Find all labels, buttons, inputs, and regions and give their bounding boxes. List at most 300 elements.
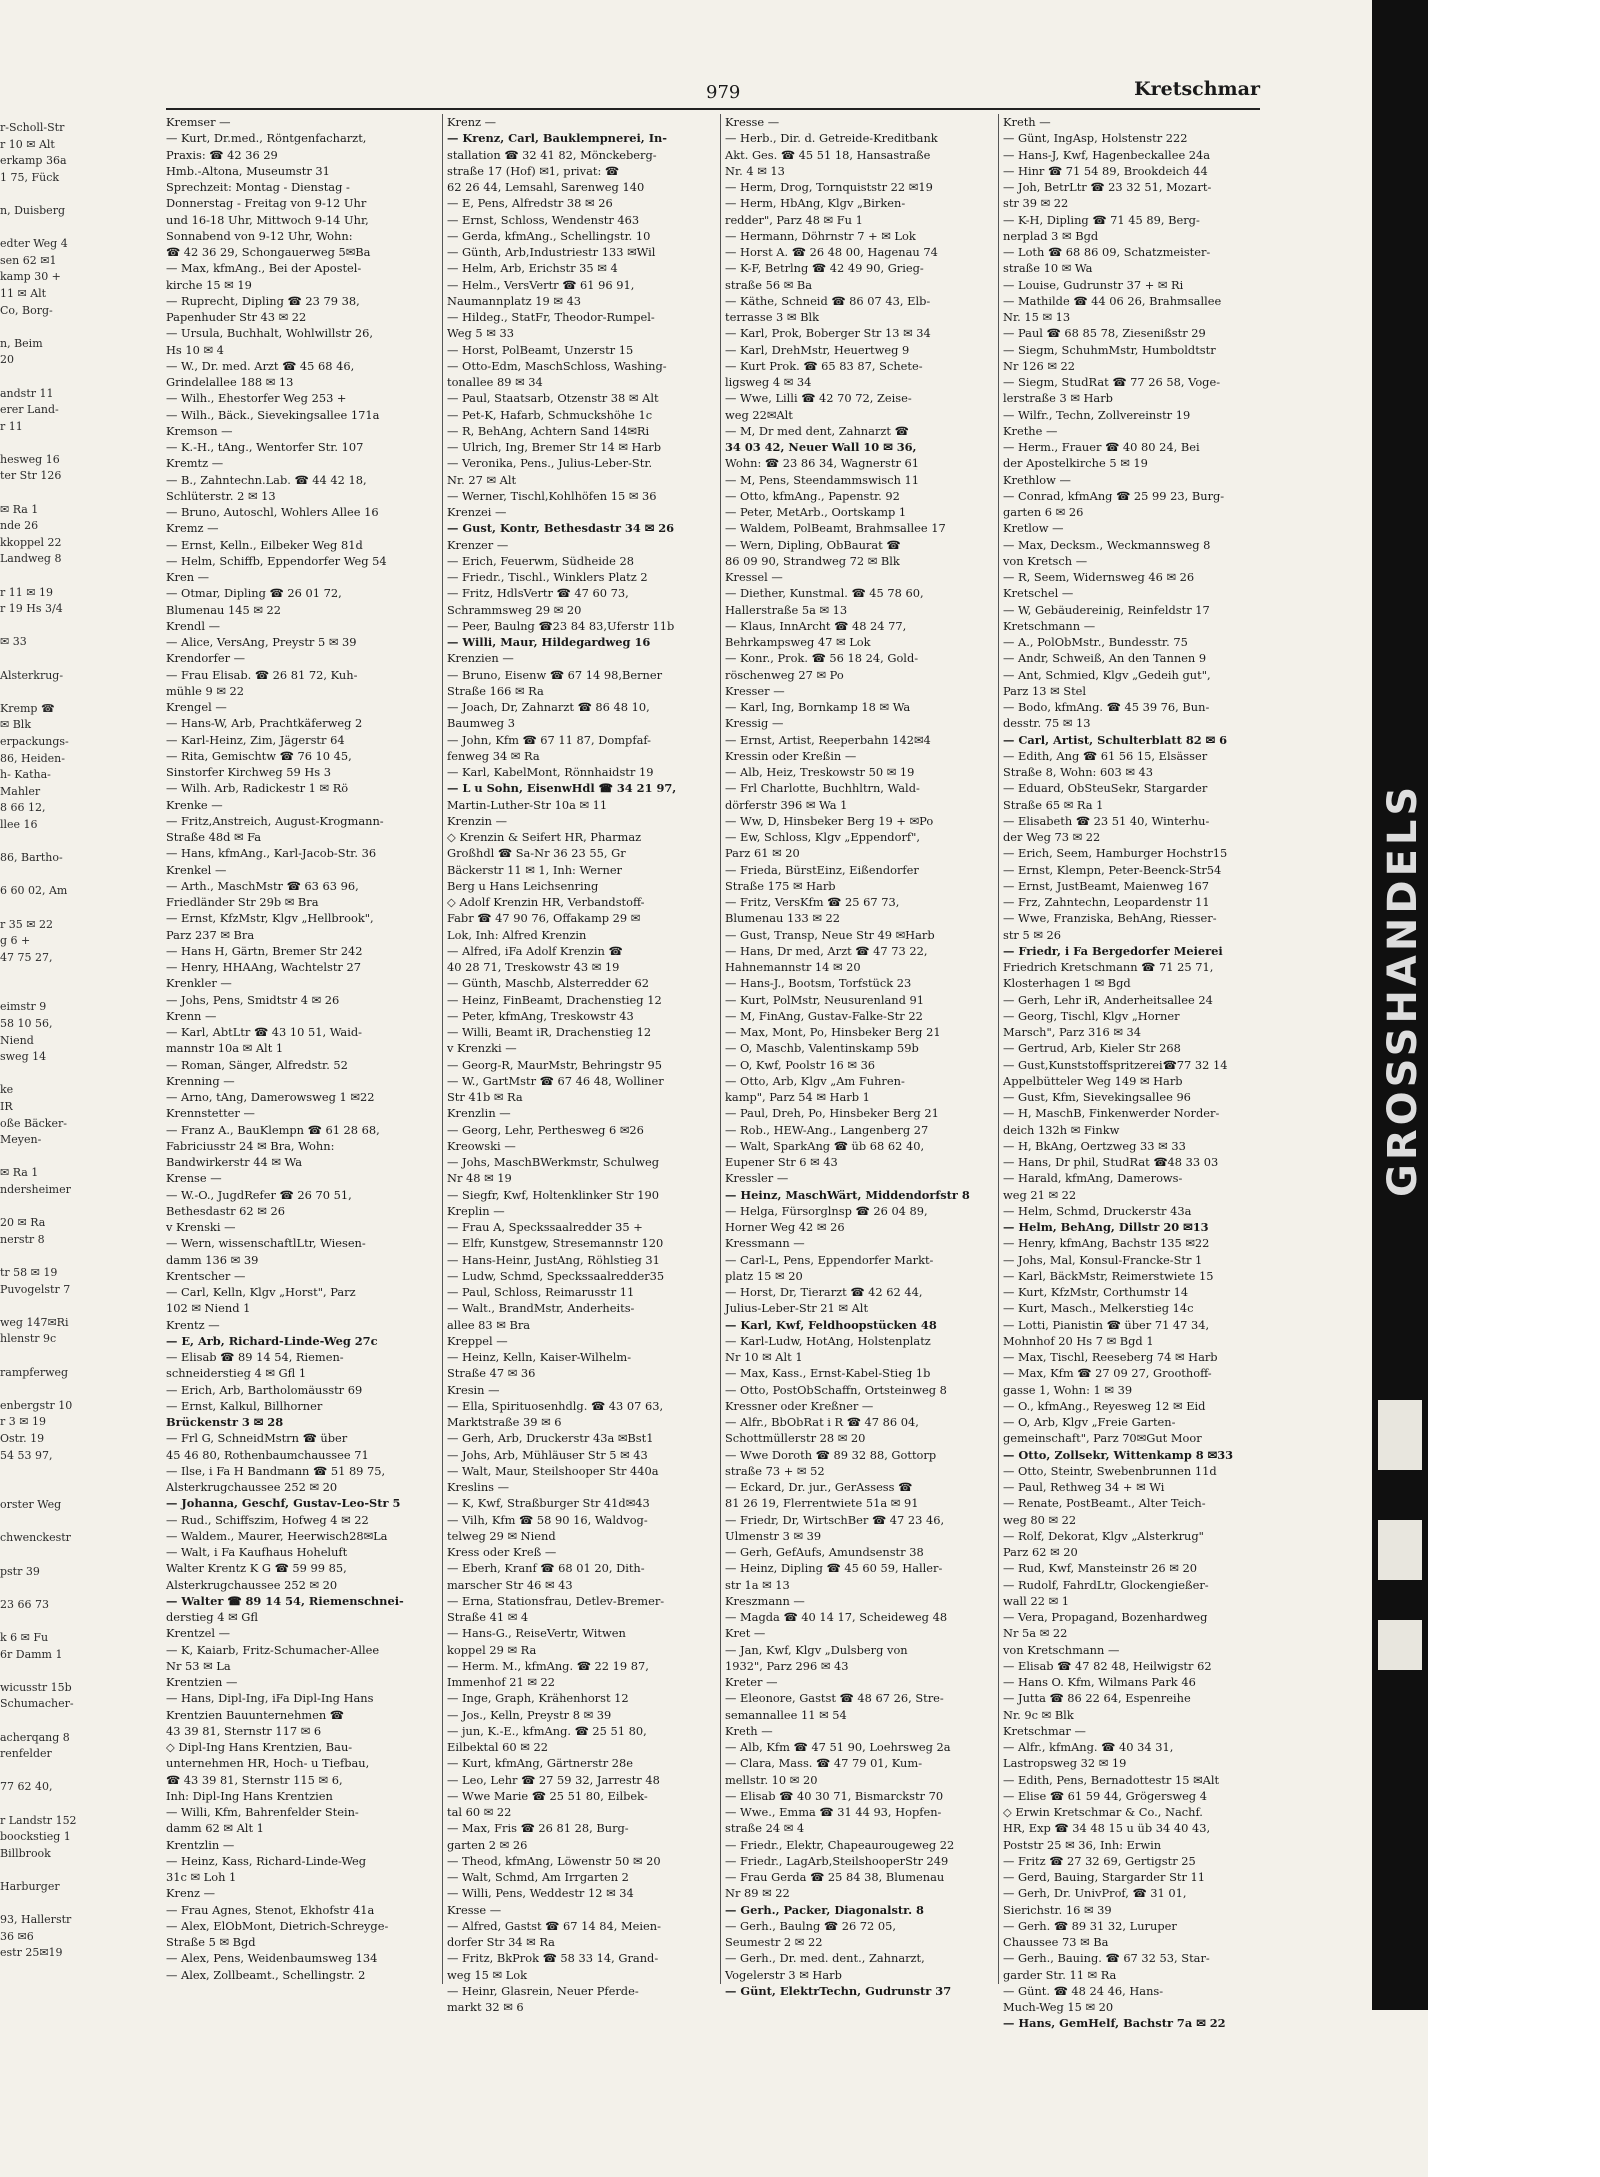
directory-line: — Ernst, Schloss, Wendenstr 463 xyxy=(447,212,640,227)
directory-line: Friedländer Str 29b ✉ Bra xyxy=(166,895,319,909)
directory-line: Poststr 25 ✉ 36, Inh: Erwin xyxy=(1003,1837,1162,1852)
directory-line: — Hans-W, Arb, Prachtkäferweg 2 xyxy=(166,716,363,731)
directory-line: — Diether, Kunstmal. ☎ 45 78 60, xyxy=(725,586,924,601)
directory-line: ☎ 42 36 29, Schongauerweg 5✉Ba xyxy=(166,245,371,259)
directory-line: — Jos., Kelln, Preystr 8 ✉ 39 xyxy=(447,1707,612,1722)
directory-line: — Elfr, Kunstgew, Stresemannstr 120 xyxy=(447,1236,664,1251)
directory-line: — Rud., Schiffszim, Hofweg 4 ✉ 22 xyxy=(166,1512,369,1527)
edge-line: 36 ✉6 xyxy=(0,1929,34,1943)
edge-line: acherqang 8 xyxy=(0,1730,70,1744)
directory-line: — Günt, IngAsp, Holstenstr 222 xyxy=(1003,131,1188,146)
directory-line: — Hans, Dr med, Arzt ☎ 47 73 22, xyxy=(725,943,928,958)
edge-line: Mahler xyxy=(0,784,41,798)
directory-line: damm 62 ✉ Alt 1 xyxy=(166,1821,264,1836)
directory-line: — Helm., VersVertr ☎ 61 96 91, xyxy=(447,277,635,292)
directory-line: — Frau A, Speckssaalredder 35 + xyxy=(447,1220,643,1234)
directory-line: Kressig — xyxy=(725,716,784,731)
edge-line: r 11 xyxy=(0,419,23,433)
directory-line: Hs 10 ✉ 4 xyxy=(166,342,224,357)
directory-line: — Karl, AbtLtr ☎ 43 10 51, Waid- xyxy=(166,1025,363,1039)
edge-line: 23 66 73 xyxy=(0,1597,49,1611)
directory-line: — Lotti, Pianistin ☎ über 71 47 34, xyxy=(1003,1317,1210,1332)
directory-line: — Karl, DrehMstr, Heuertweg 9 xyxy=(725,342,910,357)
directory-line: mellstr. 10 ✉ 20 xyxy=(725,1772,818,1787)
directory-line: Martin-Luther-Str 10a ✉ 11 xyxy=(447,797,608,812)
directory-line: dorfer Str 34 ✉ Ra xyxy=(447,1935,555,1949)
directory-line: — Siegm, StudRat ☎ 77 26 58, Voge- xyxy=(1003,375,1221,389)
directory-line: — Alex, Pens, Weidenbaumsweg 134 xyxy=(166,1951,378,1966)
directory-line: — Kurt, kfmAng, Gärtnerstr 28e xyxy=(447,1756,634,1771)
edge-line xyxy=(0,651,78,668)
directory-line: — Willi, Kfm, Bahrenfelder Stein- xyxy=(166,1805,359,1819)
directory-line: 40 28 71, Treskowstr 43 ✉ 19 xyxy=(447,960,620,974)
edge-line: Ostr. 19 xyxy=(0,1431,45,1445)
directory-line: Donnerstag - Freitag von 9-12 Uhr xyxy=(166,196,367,211)
edge-line xyxy=(0,568,78,585)
directory-line: — Karl-Ludw, HotAng, Holstenplatz xyxy=(725,1333,931,1348)
directory-line: — Gertrud, Arb, Kieler Str 268 xyxy=(1003,1041,1181,1056)
directory-line: — Werner, Tischl,Kohlhöfen 15 ✉ 36 xyxy=(447,488,657,503)
directory-line: semannallee 11 ✉ 54 xyxy=(725,1707,847,1722)
directory-line: 62 26 44, Lemsahl, Sarenweg 140 xyxy=(447,180,645,194)
directory-line: — Bruno, Eisenw ☎ 67 14 98,Berner xyxy=(447,667,663,682)
adjacent-page-edge xyxy=(0,120,78,1960)
directory-line: — Gust,Kunststoffspritzerei☎77 32 14 xyxy=(1003,1057,1228,1072)
directory-line: straße 24 ✉ 4 xyxy=(725,1821,805,1836)
directory-line: desstr. 75 ✉ 13 xyxy=(1003,716,1091,731)
directory-line: — Helm, Schmd, Druckerstr 43a xyxy=(1003,1203,1192,1218)
directory-line: — Elisab ☎ 47 82 48, Heilwigstr 62 xyxy=(1003,1658,1212,1673)
edge-line: 86, Bartho- xyxy=(0,851,63,865)
directory-line: — Walt, SparkAng ☎ üb 68 62 40, xyxy=(725,1138,925,1153)
edge-line: kkoppel 22 xyxy=(0,535,62,549)
directory-line: Straße 5 ✉ Bgd xyxy=(166,1935,256,1949)
directory-line: fenweg 34 ✉ Ra xyxy=(447,748,540,763)
directory-line: — Johs, Pens, Smidtstr 4 ✉ 26 xyxy=(166,992,340,1007)
directory-line: — Ernst, JustBeamt, Maienweg 167 xyxy=(1003,878,1209,893)
directory-line: — Joh, BetrLtr ☎ 23 32 51, Mozart- xyxy=(1003,180,1212,194)
edge-line xyxy=(0,900,78,917)
directory-line: — Paul, Schloss, Reimarusstr 11 xyxy=(447,1285,635,1299)
running-headword: Kretschmar xyxy=(1134,78,1260,100)
edge-line: Landweg 8 xyxy=(0,552,62,566)
directory-line: — Rud, Kwf, Mansteinstr 26 ✉ 20 xyxy=(1003,1561,1197,1576)
edge-line xyxy=(0,1547,78,1564)
directory-line: — B., Zahntechn.Lab. ☎ 44 42 18, xyxy=(166,472,367,487)
directory-line: Nr. 15 ✉ 13 xyxy=(1003,310,1071,324)
directory-line: Nr 89 ✉ 22 xyxy=(725,1886,790,1901)
directory-line: Kreslins — xyxy=(447,1480,510,1494)
directory-line: — Erich, Arb, Bartholomäusstr 69 xyxy=(166,1382,363,1397)
edge-line: r 19 Hs 3/4 xyxy=(0,602,63,616)
directory-line: Nr 53 ✉ La xyxy=(166,1658,231,1673)
directory-line: — Herm, HbAng, Klgv „Birken- xyxy=(725,196,906,211)
directory-line: — Hans-Heinr, JustAng, Röhlstieg 31 xyxy=(447,1252,660,1267)
directory-line: Krentzel — xyxy=(166,1626,231,1641)
directory-line: v Krenski — xyxy=(166,1220,236,1234)
directory-line: deich 132h ✉ Finkw xyxy=(1003,1122,1120,1137)
directory-line: Krennstetter — xyxy=(166,1106,255,1121)
directory-line: — Peter, MetArb., Oortskamp 1 xyxy=(725,505,907,519)
directory-line: — Clara, Mass. ☎ 47 79 01, Kum- xyxy=(725,1756,923,1771)
directory-line: — Edith, Ang ☎ 61 56 15, Elsässer xyxy=(1003,748,1208,763)
directory-line: Berg u Hans Leichsenring xyxy=(447,878,599,893)
directory-line: — Frl G, SchneidMstrn ☎ über xyxy=(166,1431,348,1446)
edge-line xyxy=(0,1514,78,1531)
directory-line: Krenzei — xyxy=(447,505,507,519)
directory-line: garten 6 ✉ 26 xyxy=(1003,505,1084,519)
directory-line: Kressel — xyxy=(725,570,783,584)
edge-line: r 10 ✉ Alt xyxy=(0,137,55,151)
directory-line: str 1a ✉ 13 xyxy=(725,1577,790,1592)
directory-line: — Loth ☎ 68 86 09, Schatzmeister- xyxy=(1003,245,1211,259)
directory-line: — K-H, Dipling ☎ 71 45 89, Berg- xyxy=(1003,212,1200,227)
directory-line: — Otmar, Dipling ☎ 26 01 72, xyxy=(166,586,342,601)
directory-line: — Carl, Kelln, Klgv „Horst", Parz xyxy=(166,1285,356,1299)
edge-line: ✉ Ra 1 xyxy=(0,1166,39,1180)
directory-line: Alsterkrugchaussee 252 ✉ 20 xyxy=(166,1480,338,1494)
directory-line: — Günt. ☎ 48 24 46, Hans- xyxy=(1003,1983,1164,1998)
directory-line: — Peter, kfmAng, Treskowstr 43 xyxy=(447,1008,634,1023)
directory-line: Kressmann — xyxy=(725,1236,805,1251)
directory-line: Kressler — xyxy=(725,1171,789,1186)
directory-line: — Wilfr., Techn, Zollvereinstr 19 xyxy=(1003,407,1191,422)
directory-line: — Horst, Dr, Tierarzt ☎ 42 62 44, xyxy=(725,1285,923,1299)
directory-line: Krenke — xyxy=(166,797,223,812)
directory-line: — K, Kaiarb, Fritz-Schumacher-Allee xyxy=(166,1642,380,1657)
directory-line: — Herm., Frauer ☎ 40 80 24, Bei xyxy=(1003,440,1200,454)
edge-line: 6 60 02, Am xyxy=(0,884,68,898)
directory-line: — Bruno, Autoschl, Wohlers Allee 16 xyxy=(166,505,379,519)
directory-line: Behrkampsweg 47 ✉ Lok xyxy=(725,635,871,649)
directory-line: — Franz A., BauKlempn ☎ 61 28 68, xyxy=(166,1122,380,1137)
directory-line: Naumannplatz 19 ✉ 43 xyxy=(447,293,582,308)
directory-line: — Horst, PolBeamt, Unzerstr 15 xyxy=(447,342,634,357)
edge-line: 11 ✉ Alt xyxy=(0,286,47,300)
directory-line: Hmb.-Altona, Museumstr 31 xyxy=(166,163,330,178)
directory-line: Fabriciusstr 24 ✉ Bra, Wohn: xyxy=(166,1138,335,1153)
directory-line: terrasse 3 ✉ Blk xyxy=(725,310,820,324)
edge-line: boockstieg 1 xyxy=(0,1830,71,1844)
directory-line: — Otto, kfmAng., Papenstr. 92 xyxy=(725,488,900,503)
directory-line: — K.-H., tAng., Wentorfer Str. 107 xyxy=(166,440,364,454)
directory-line: Kresse — xyxy=(447,1902,502,1917)
directory-line: — Wern, Dipling, ObBaurat ☎ xyxy=(725,537,901,552)
directory-line: Eupener Str 6 ✉ 43 xyxy=(725,1155,838,1169)
edge-line: h- Katha- xyxy=(0,768,51,782)
directory-line: Papenhuder Str 43 ✉ 22 xyxy=(166,310,307,324)
directory-line: — L u Sohn, EisenwHdl ☎ 34 21 97, xyxy=(447,781,677,796)
directory-line: Lastropsweg 32 ✉ 19 xyxy=(1003,1756,1127,1771)
directory-line: straße 10 ✉ Wa xyxy=(1003,261,1093,276)
column-1 xyxy=(166,114,436,1984)
directory-line: markt 32 ✉ 6 xyxy=(447,2000,524,2014)
directory-line: Kret — xyxy=(725,1626,766,1641)
edge-line: oße Bäcker- xyxy=(0,1116,67,1130)
directory-line: 86 09 90, Strandweg 72 ✉ Blk xyxy=(725,553,900,568)
directory-line: straße 17 (Hof) ✉1, privat: ☎ xyxy=(447,163,620,178)
directory-line: Sprechzeit: Montag - Dienstag - xyxy=(166,180,350,194)
directory-line: — Walter ☎ 89 14 54, Riemenschnei- xyxy=(166,1593,404,1608)
directory-line: Fabr ☎ 47 90 76, Offakamp 29 ✉ xyxy=(447,911,641,926)
directory-line: derstieg 4 ✉ Gfl xyxy=(166,1610,258,1624)
directory-line: — Siegfr, Kwf, Holtenklinker Str 190 xyxy=(447,1187,659,1202)
directory-line: Hallerstraße 5a ✉ 13 xyxy=(725,602,848,617)
directory-line: — Frieda, BürstEinz, Eißendorfer xyxy=(725,862,919,877)
directory-line: Kretschel — xyxy=(1003,586,1074,601)
directory-line: — Gerh., Packer, Diagonalstr. 8 xyxy=(725,1902,924,1917)
directory-line: — Walt, Schmd, Am Irrgarten 2 xyxy=(447,1870,629,1884)
directory-line: Straße 175 ✉ Harb xyxy=(725,878,836,893)
directory-line: — Otto-Edm, MaschSchloss, Washing- xyxy=(447,358,667,373)
edge-line: estr 25✉19 xyxy=(0,1946,63,1960)
directory-line: Straße 65 ✉ Ra 1 xyxy=(1003,797,1104,812)
directory-line: Kressin oder Kreßin — xyxy=(725,748,857,763)
edge-line xyxy=(0,1763,78,1780)
edge-line: chwenckestr xyxy=(0,1531,71,1545)
directory-line: — Paul, Dreh, Po, Hinsbeker Berg 21 xyxy=(725,1106,939,1121)
edge-line: 58 10 56, xyxy=(0,1017,53,1031)
directory-line: — Walt, Maur, Steilshooper Str 440a xyxy=(447,1463,659,1478)
edge-line xyxy=(0,684,78,701)
directory-line: — Johs, Mal, Konsul-Francke-Str 1 xyxy=(1003,1252,1203,1267)
directory-line: — Elisab ☎ 40 30 71, Bismarckstr 70 xyxy=(725,1788,944,1803)
directory-line: damm 136 ✉ 39 xyxy=(166,1252,259,1267)
edge-line: 6r Damm 1 xyxy=(0,1647,63,1661)
directory-line: — Carl, Artist, Schulterblatt 82 ✉ 6 xyxy=(1003,732,1228,747)
directory-line: Akt. Ges. ☎ 45 51 18, Hansastraße xyxy=(725,147,931,162)
directory-line: — Arno, tAng, Damerowsweg 1 ✉22 xyxy=(166,1090,375,1104)
directory-line: Straße 47 ✉ 36 xyxy=(447,1366,536,1381)
directory-line: — Harald, kfmAng, Damerows- xyxy=(1003,1171,1183,1186)
directory-line: — Wwe., Emma ☎ 31 44 93, Hopfen- xyxy=(725,1805,942,1819)
directory-line: — Elisab ☎ 89 14 54, Riemen- xyxy=(166,1350,344,1364)
directory-line: 43 39 81, Sternstr 117 ✉ 6 xyxy=(166,1723,322,1738)
directory-line: — Gerh, Arb, Druckerstr 43a ✉Bst1 xyxy=(447,1431,654,1446)
directory-line: — O, Maschb, Valentinskamp 59b xyxy=(725,1041,919,1056)
directory-line: — K, Kwf, Straßburger Str 41d✉43 xyxy=(447,1496,650,1511)
directory-line: Baumweg 3 xyxy=(447,716,515,731)
directory-line: — Elise ☎ 61 59 44, Grögersweg 4 xyxy=(1003,1788,1207,1803)
directory-line: — Elisabeth ☎ 23 51 40, Winterhu- xyxy=(1003,813,1210,828)
directory-line: — Alex, Zollbeamt., Schellingstr. 2 xyxy=(166,1967,366,1982)
directory-line: 102 ✉ Niend 1 xyxy=(166,1301,251,1316)
directory-line: — Fritz, VersKfm ☎ 25 67 73, xyxy=(725,895,900,909)
directory-line: — Otto, Arb, Klgv „Am Fuhren- xyxy=(725,1073,905,1088)
directory-line: v Krenzki — xyxy=(447,1041,517,1056)
edge-line: erkamp 36a xyxy=(0,154,67,168)
directory-line: — Walt., BrandMstr, Anderheits- xyxy=(447,1301,635,1316)
directory-line: — Vera, Propagand, Bozenhardweg xyxy=(1003,1610,1208,1624)
directory-line: — Rudolf, FahrdLtr, Glockengießer- xyxy=(1003,1577,1209,1592)
directory-line: — M, Dr med dent, Zahnarzt ☎ xyxy=(725,423,909,438)
edge-line: r-Scholl-Str xyxy=(0,121,65,134)
directory-line: Kremz — xyxy=(166,521,219,536)
directory-line: Krense — xyxy=(166,1171,222,1186)
directory-line: — Magda ☎ 40 14 17, Scheideweg 48 xyxy=(725,1610,948,1624)
edge-line xyxy=(0,1149,78,1166)
directory-line: — Wern, wissenschaftlLtr, Wiesen- xyxy=(166,1236,366,1251)
edge-line xyxy=(0,1464,78,1481)
directory-line: — Kurt, PolMstr, Neusurenland 91 xyxy=(725,992,925,1007)
edge-line: ✉ Blk xyxy=(0,718,31,732)
directory-line: — Wilh., Ehestorfer Weg 253 + xyxy=(166,391,347,406)
directory-line: — Johanna, Geschf, Gustav-Leo-Str 5 xyxy=(166,1496,401,1511)
directory-line: — Georg-R, MaurMstr, Behringstr 95 xyxy=(447,1057,663,1072)
directory-line: — Ernst, Kalkul, Billhorner xyxy=(166,1398,323,1413)
directory-line: — Gerd, Bauing, Stargarder Str 11 xyxy=(1003,1870,1206,1884)
directory-line: — Fritz ☎ 27 32 69, Gertigstr 25 xyxy=(1003,1853,1196,1868)
directory-line: — Ew, Schloss, Klgv „Eppendorf", xyxy=(725,830,920,844)
directory-line: — Pet-K, Hafarb, Schmuckshöhe 1c xyxy=(447,407,653,422)
edge-line xyxy=(0,1862,78,1879)
directory-line: — Ruprecht, Dipling ☎ 23 79 38, xyxy=(166,293,360,308)
edge-line: Co, Borg- xyxy=(0,303,53,317)
directory-line: Chaussee 73 ✉ Ba xyxy=(1003,1935,1109,1949)
edge-line xyxy=(0,1481,78,1498)
directory-line: Kretlow — xyxy=(1003,521,1064,536)
directory-line: — Hans, GemHelf, Bachstr 7a ✉ 22 xyxy=(1003,2016,1226,2031)
directory-line: — Alb, Kfm ☎ 47 51 90, Loehrsweg 2a xyxy=(725,1740,951,1754)
directory-line: Krenz — xyxy=(447,115,497,129)
directory-line: Krenn — xyxy=(166,1008,217,1023)
directory-line: — W., Dr. med. Arzt ☎ 45 68 46, xyxy=(166,358,355,373)
directory-line: — Erich, Seem, Hamburger Hochstr15 xyxy=(1003,846,1228,861)
directory-line: Krenzin — xyxy=(447,813,508,828)
column-2 xyxy=(442,114,717,2014)
directory-line: Brückenstr 3 ✉ 28 xyxy=(166,1415,284,1429)
directory-line: Seumestr 2 ✉ 22 xyxy=(725,1935,823,1949)
directory-line: — Veronika, Pens., Julius-Leber-Str. xyxy=(447,456,653,471)
edge-line: 93, Hallerstr xyxy=(0,1913,72,1927)
directory-line: Krethlow — xyxy=(1003,472,1071,487)
directory-line: — Karl, BäckMstr, Reimerstwiete 15 xyxy=(1003,1268,1214,1283)
edge-line xyxy=(0,867,78,884)
directory-line: Mohnhof 20 Hs 7 ✉ Bgd 1 xyxy=(1003,1333,1154,1348)
directory-line: — Ulrich, Ing, Bremer Str 14 ✉ Harb xyxy=(447,440,662,454)
directory-line: — Gerh. ☎ 89 31 32, Luruper xyxy=(1003,1918,1177,1933)
directory-line: Krentscher — xyxy=(166,1268,246,1283)
directory-line: — Kurt, Masch., Melkerstieg 14c xyxy=(1003,1301,1194,1316)
directory-line: — Willi, Pens, Weddestr 12 ✉ 34 xyxy=(447,1886,634,1901)
directory-line: — Friedr, Dr, WirtschBer ☎ 47 23 46, xyxy=(725,1512,945,1527)
directory-line: — Karl-Heinz, Zim, Jägerstr 64 xyxy=(166,732,345,747)
directory-line: ◇ Adolf Krenzin HR, Verbandstoff- xyxy=(447,895,645,909)
directory-line: — Kurt Prok. ☎ 65 83 87, Schete- xyxy=(725,358,923,373)
directory-line: str 39 ✉ 22 xyxy=(1003,196,1069,211)
directory-line: Walter Krentz K G ☎ 59 99 85, xyxy=(166,1561,347,1576)
directory-line: Krenzien — xyxy=(447,651,514,666)
directory-line: Kreppel — xyxy=(447,1333,508,1348)
directory-line: — Friedr., LagArb,SteilshooperStr 249 xyxy=(725,1853,949,1868)
edge-line xyxy=(0,1613,78,1630)
edge-line: Kremp ☎ xyxy=(0,701,55,715)
directory-line: stallation ☎ 32 41 82, Mönckeberg- xyxy=(447,147,657,162)
edge-line: r 3 ✉ 19 xyxy=(0,1415,46,1429)
directory-line: — Fritz, HdlsVertr ☎ 47 60 73, xyxy=(447,586,629,601)
directory-line: redder", Parz 48 ✉ Fu 1 xyxy=(725,212,863,227)
directory-line: Hahnemannstr 14 ✉ 20 xyxy=(725,960,861,974)
directory-line: Julius-Leber-Str 21 ✉ Alt xyxy=(725,1301,869,1316)
edge-line xyxy=(0,1298,78,1315)
directory-line: 1932", Parz 296 ✉ 43 xyxy=(725,1658,849,1673)
edge-line: weg 147✉Ri xyxy=(0,1315,69,1329)
edge-line: 1 75, Fück xyxy=(0,170,60,184)
edge-line: ke xyxy=(0,1083,14,1097)
directory-line: Horner Weg 42 ✉ 26 xyxy=(725,1220,845,1234)
spine-label: GROSSHANDELS xyxy=(1380,782,1426,1198)
directory-line: Grindelallee 188 ✉ 13 xyxy=(166,375,294,389)
directory-line: — Renate, PostBeamt., Alter Teich- xyxy=(1003,1496,1206,1511)
directory-line: Parz 61 ✉ 20 xyxy=(725,846,800,861)
edge-line xyxy=(0,1713,78,1730)
directory-line: — Günth, Arb,Industriestr 133 ✉Wil xyxy=(447,245,656,259)
directory-line: — W, Gebäudereinig, Reinfeldstr 17 xyxy=(1003,602,1210,617)
directory-line: Krendl — xyxy=(166,618,220,633)
directory-line: garten 2 ✉ 26 xyxy=(447,1837,528,1852)
directory-line: Krenkler — xyxy=(166,976,232,991)
edge-line xyxy=(0,966,78,983)
directory-line: — Karl, Ing, Bornkamp 18 ✉ Wa xyxy=(725,700,911,714)
directory-line: Kresse — xyxy=(725,115,780,129)
directory-line: — Otto, Zollsekr, Wittenkamp 8 ✉33 xyxy=(1003,1447,1234,1462)
directory-line: HR, Exp ☎ 34 48 15 u üb 34 40 43, xyxy=(1003,1821,1211,1836)
directory-line: von Kretschmann — xyxy=(1003,1642,1120,1657)
directory-line: Sierichstr. 16 ✉ 39 xyxy=(1003,1902,1112,1917)
edge-line xyxy=(0,1896,78,1913)
edge-line: Harburger xyxy=(0,1879,60,1893)
directory-line: — Johs, Arb, Mühläuser Str 5 ✉ 43 xyxy=(447,1447,648,1462)
directory-line: — Hermann, Döhrnstr 7 + ✉ Lok xyxy=(725,228,916,243)
directory-line: — Gerh, GefAufs, Amundsenstr 38 xyxy=(725,1545,924,1559)
directory-line: — Eleonore, Gastst ☎ 48 67 26, Stre- xyxy=(725,1691,944,1706)
directory-line: — Kurt, Dr.med., Röntgenfacharzt, xyxy=(166,131,367,146)
directory-line: — Roman, Sänger, Alfredstr. 52 xyxy=(166,1057,348,1072)
directory-line: Straße 48d ✉ Fa xyxy=(166,830,262,844)
directory-line: Krenzer — xyxy=(447,537,509,552)
directory-line: und 16-18 Uhr, Mittwoch 9-14 Uhr, xyxy=(166,212,369,227)
directory-line: marscher Str 46 ✉ 43 xyxy=(447,1577,573,1592)
directory-line: — Conrad, kfmAng ☎ 25 99 23, Burg- xyxy=(1003,488,1225,503)
directory-line: Much-Weg 15 ✉ 20 xyxy=(1003,2000,1114,2014)
directory-line: — Bodo, kfmAng. ☎ 45 39 76, Bun- xyxy=(1003,700,1210,714)
edge-line: g 6 + xyxy=(0,934,31,948)
directory-line: — Ernst, Artist, Reeperbahn 142✉4 xyxy=(725,732,931,747)
directory-line: Krendorfer — xyxy=(166,651,246,666)
directory-line: dörferstr 396 ✉ Wa 1 xyxy=(725,797,848,812)
directory-line: — Paul, Rethweg 34 + ✉ Wi xyxy=(1003,1480,1165,1494)
edge-line: ✉ 33 xyxy=(0,635,27,649)
edge-line: Billbrook xyxy=(0,1846,51,1860)
directory-line: — jun, K.-E., kfmAng. ☎ 25 51 80, xyxy=(447,1723,647,1738)
edge-line: tr 58 ✉ 19 xyxy=(0,1265,58,1279)
directory-line: Krenning — xyxy=(166,1073,235,1088)
directory-line: — Frz, Zahntechn, Leopardenstr 11 xyxy=(1003,895,1210,909)
edge-line: Alsterkrug- xyxy=(0,668,64,682)
directory-line: — Heinz, Kelln, Kaiser-Wilhelm- xyxy=(447,1350,632,1364)
directory-line: — Wilh. Arb, Radickestr 1 ✉ Rö xyxy=(166,781,349,796)
directory-line: Kremtz — xyxy=(166,456,224,471)
directory-line: Straße 166 ✉ Ra xyxy=(447,683,544,698)
directory-line: Immenhof 21 ✉ 22 xyxy=(447,1675,555,1689)
directory-line: — Käthe, Schneid ☎ 86 07 43, Elb- xyxy=(725,293,931,308)
directory-line: — Inge, Graph, Krähenhorst 12 xyxy=(447,1691,629,1706)
directory-line: — E, Arb, Richard-Linde-Weg 27c xyxy=(166,1333,378,1348)
directory-line: kirche 15 ✉ 19 xyxy=(166,277,252,292)
directory-line: Krenz — xyxy=(166,1886,216,1901)
directory-line: Lok, Inh: Alfred Krenzin xyxy=(447,927,587,942)
directory-line: Marktstraße 39 ✉ 6 xyxy=(447,1415,562,1429)
